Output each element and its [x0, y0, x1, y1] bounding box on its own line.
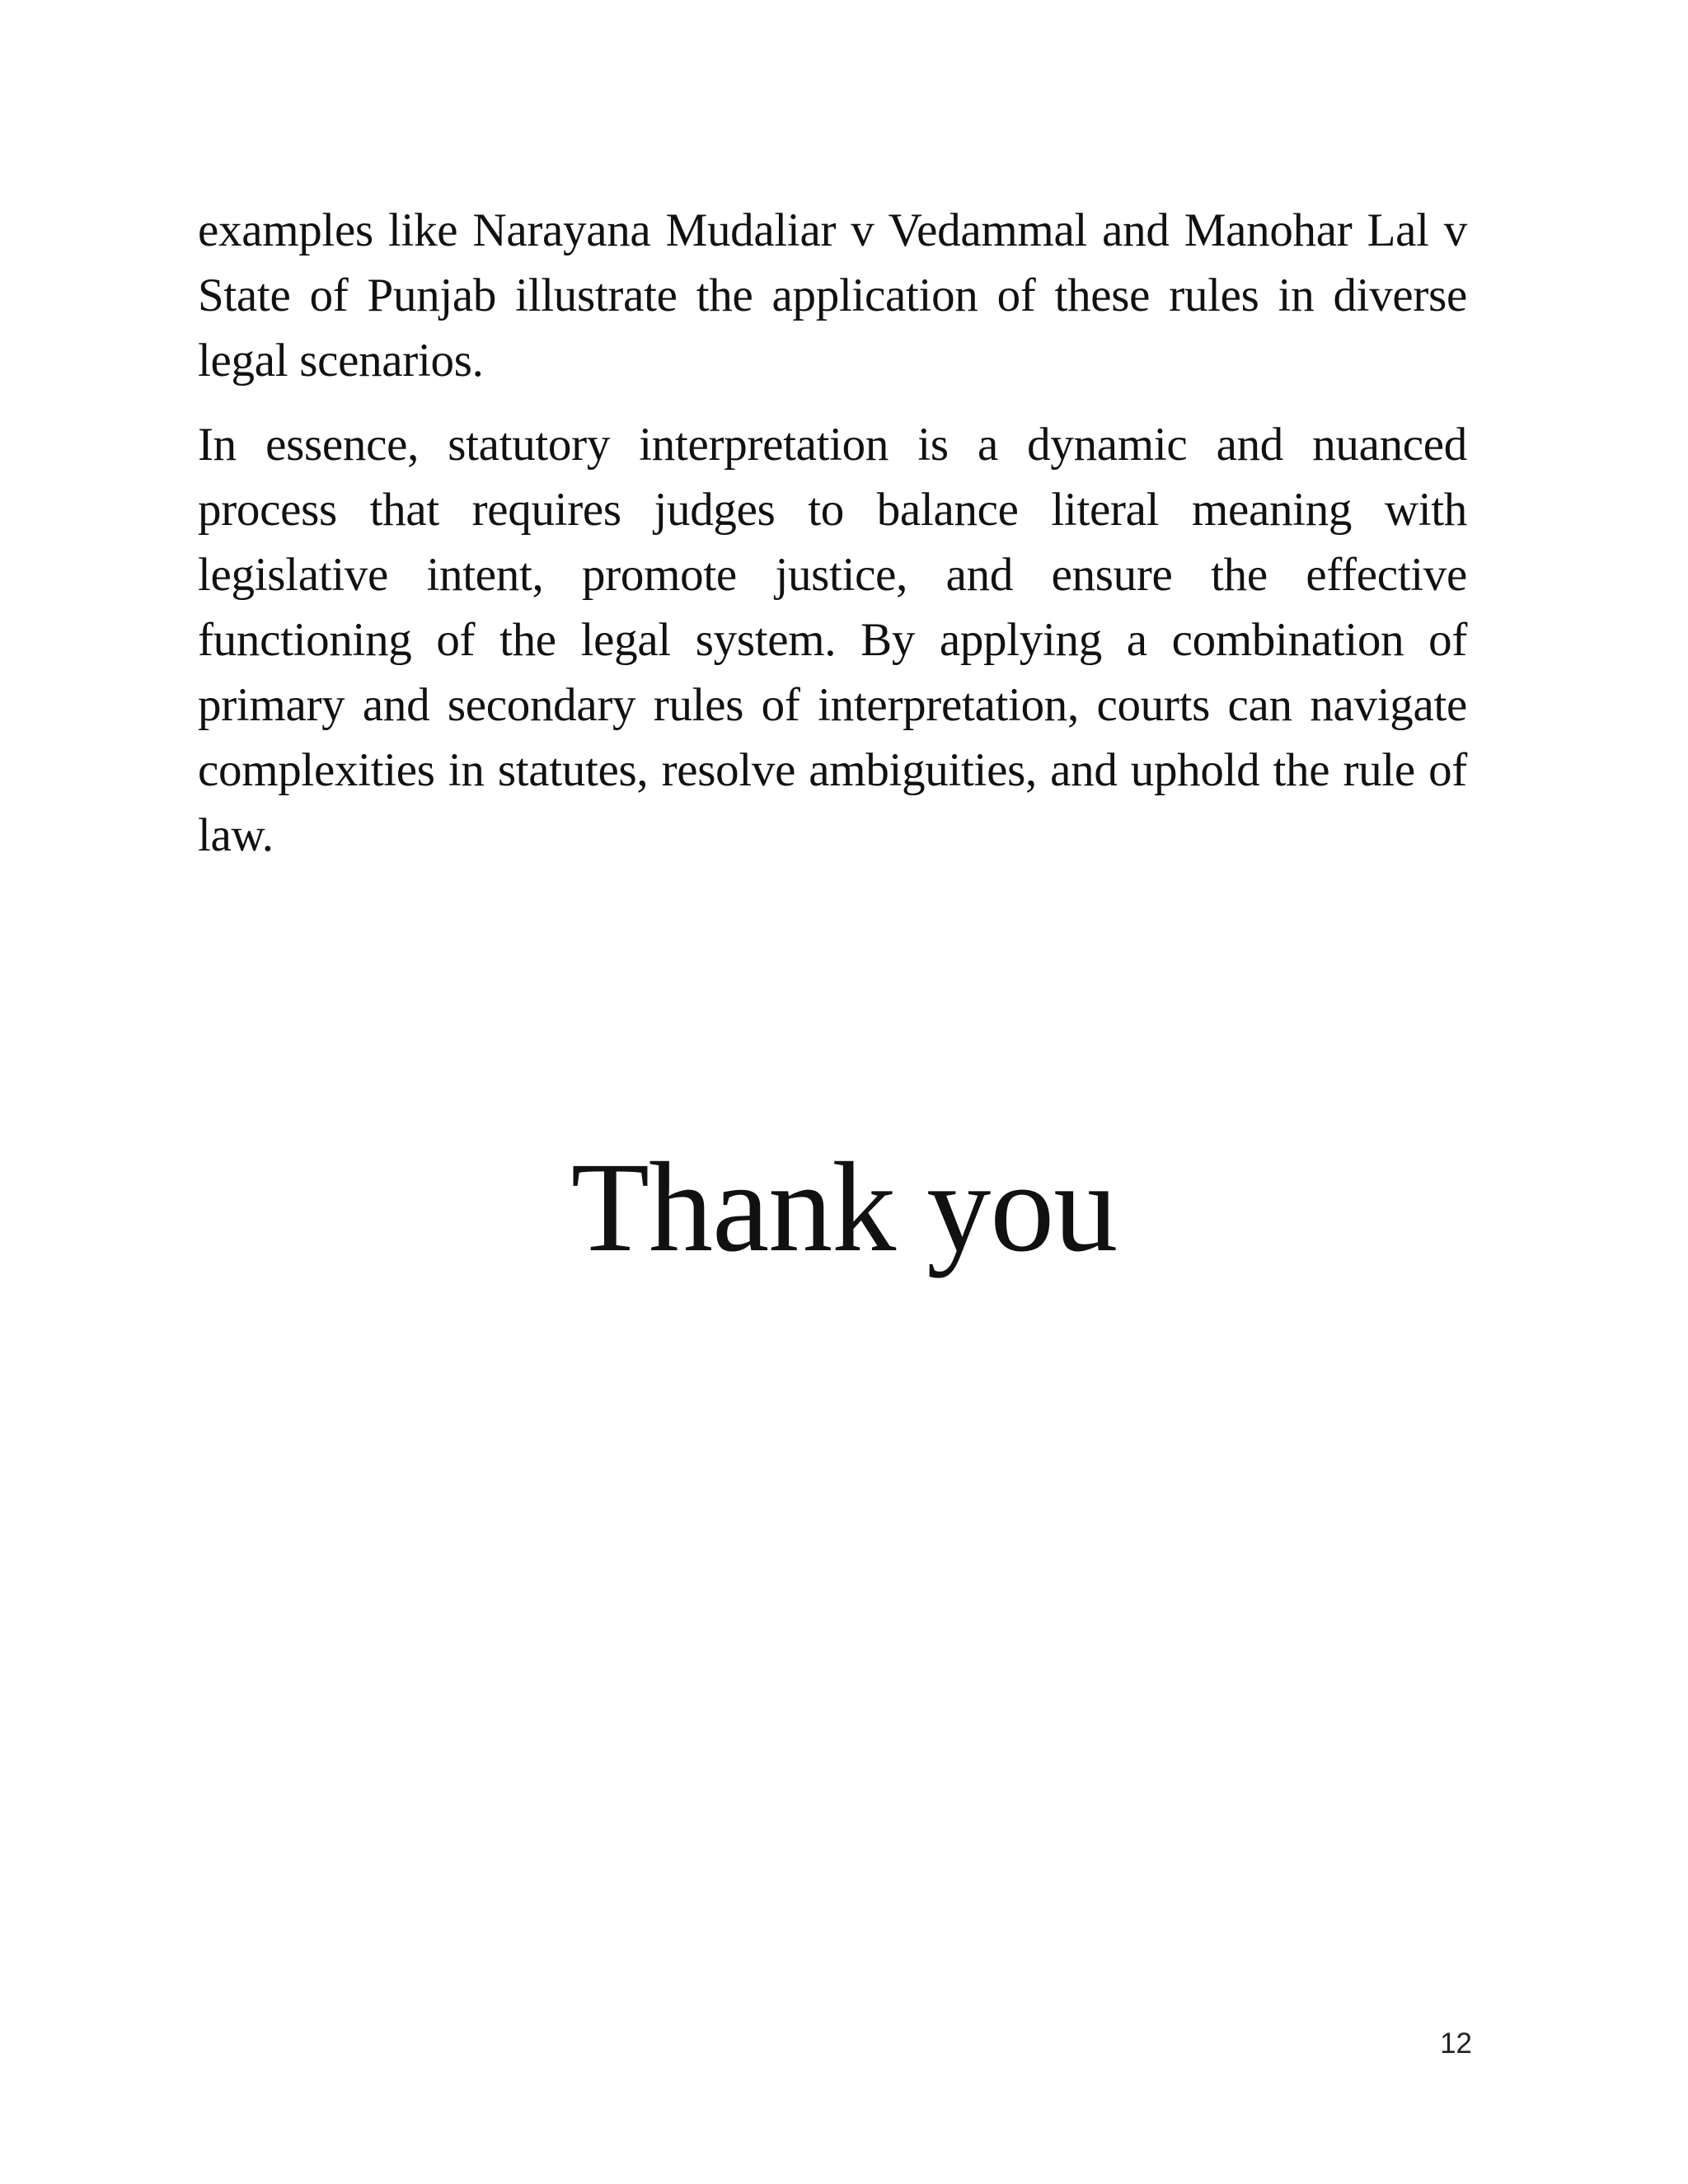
paragraph-case-examples: examples like Narayana Mudaliar v Vedammal and Manohar Lal v State of Punjab illustrate the application of these rules in diverse legal scenarios.	[198, 204, 1467, 387]
body-text	[198, 198, 1467, 868]
paragraph-conclusion: In essence, statutory interpretation is a dynamic and nuanced process that requires judges to balance literal meaning with legislative intent, promote justice, and ensure the effective functioning of the legal system. By applying a combination of primary and secondary rules of interpretation, courts can navigate complexities in statutes, resolve ambiguities, and uphold the rule of law.	[198, 419, 1467, 861]
closing-heading: Thank you	[570, 1136, 1118, 1278]
page-number: 12	[1440, 2027, 1472, 2060]
